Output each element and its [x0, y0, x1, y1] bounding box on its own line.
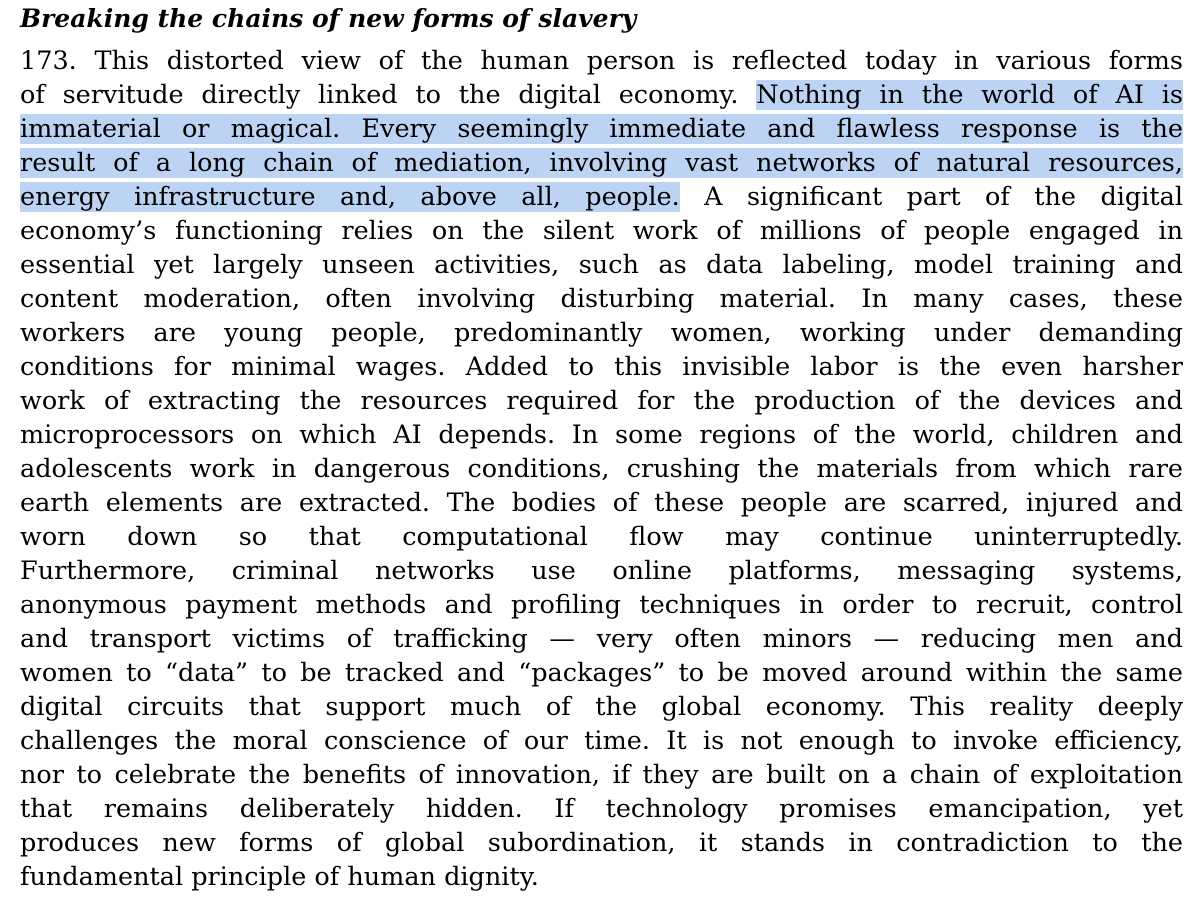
paragraph-text: 173. This distorted view of the human person is reflected today in various forms	[20, 46, 1183, 76]
paragraph-text: women to “data” to be tracked and “packages” to be moved around within the same	[20, 658, 1183, 688]
paragraph-line	[20, 792, 1183, 826]
paragraph-line	[20, 554, 1183, 588]
paragraph-line	[20, 826, 1183, 860]
paragraph-text: adolescents work in dangerous conditions, crushing the materials from which rare	[20, 454, 1183, 484]
paragraph-line	[20, 860, 1183, 894]
paragraph-line	[20, 520, 1183, 554]
paragraph-text: earth elements are extracted. The bodies of these people are scarred, injured and	[20, 488, 1183, 518]
paragraph-line	[20, 214, 1183, 248]
paragraph-text: Furthermore, criminal networks use online platforms, messaging systems,	[20, 556, 1183, 586]
paragraph-text: that remains deliberately hidden. If technology promises emancipation, yet	[20, 794, 1183, 824]
paragraph-line	[20, 180, 1183, 214]
selected-text-highlight: immaterial or magical. Every seemingly immediate and flawless response is the	[20, 114, 1183, 144]
paragraph-line	[20, 486, 1183, 520]
selected-text-highlight: energy infrastructure and, above all, people.	[20, 182, 680, 212]
paragraph-line	[20, 452, 1183, 486]
paragraph-line	[20, 78, 1183, 112]
paragraph-text: digital circuits that support much of the global economy. This reality deeply	[20, 692, 1183, 722]
paragraph-text: nor to celebrate the benefits of innovation, if they are built on a chain of exploitation	[20, 760, 1183, 790]
paragraph-text: economy’s functioning relies on the silent work of millions of people engaged in	[20, 216, 1183, 246]
paragraph-line	[20, 418, 1183, 452]
paragraph-text: content moderation, often involving disturbing material. In many cases, these	[20, 284, 1183, 314]
paragraph-line	[20, 758, 1183, 792]
paragraph-text: work of extracting the resources required for the production of the devices and	[20, 386, 1183, 416]
paragraph-line	[20, 690, 1183, 724]
paragraph-text: challenges the moral conscience of our time. It is not enough to invoke efficiency,	[20, 726, 1183, 756]
paragraph-text: conditions for minimal wages. Added to this invisible labor is the even harsher	[20, 352, 1183, 382]
paragraph-text: and transport victims of trafficking — very often minors — reducing men and	[20, 624, 1183, 654]
paragraph-line	[20, 282, 1183, 316]
paragraph-173[interactable]	[20, 44, 1183, 894]
paragraph-line	[20, 622, 1183, 656]
selected-text-highlight: result of a long chain of mediation, involving vast networks of natural resources,	[20, 148, 1183, 178]
paragraph-text: microprocessors on which AI depends. In some regions of the world, children and	[20, 420, 1183, 450]
paragraph-line	[20, 656, 1183, 690]
section-heading: Breaking the chains of new forms of slavery	[20, 4, 637, 33]
paragraph-line	[20, 248, 1183, 282]
paragraph-text: essential yet largely unseen activities, such as data labeling, model training and	[20, 250, 1183, 280]
paragraph-text: workers are young people, predominantly women, working under demanding	[20, 318, 1183, 348]
paragraph-line	[20, 724, 1183, 758]
paragraph-text: of servitude directly linked to the digital economy.	[20, 80, 757, 110]
document-page	[20, 0, 1183, 894]
paragraph-line	[20, 146, 1183, 180]
selected-text-highlight: Nothing in the world of AI is	[756, 80, 1183, 110]
paragraph-text: worn down so that computational flow may continue uninterruptedly.	[20, 522, 1183, 552]
paragraph-line	[20, 316, 1183, 350]
paragraph-line	[20, 588, 1183, 622]
paragraph-text: anonymous payment methods and profiling techniques in order to recruit, control	[20, 590, 1183, 620]
paragraph-text: produces new forms of global subordination, it stands in contradiction to the	[20, 828, 1183, 858]
paragraph-text: A significant part of the digital	[679, 182, 1184, 212]
paragraph-line	[20, 350, 1183, 384]
paragraph-line	[20, 112, 1183, 146]
paragraph-line	[20, 44, 1183, 78]
paragraph-line	[20, 384, 1183, 418]
paragraph-text: fundamental principle of human dignity.	[20, 862, 539, 892]
